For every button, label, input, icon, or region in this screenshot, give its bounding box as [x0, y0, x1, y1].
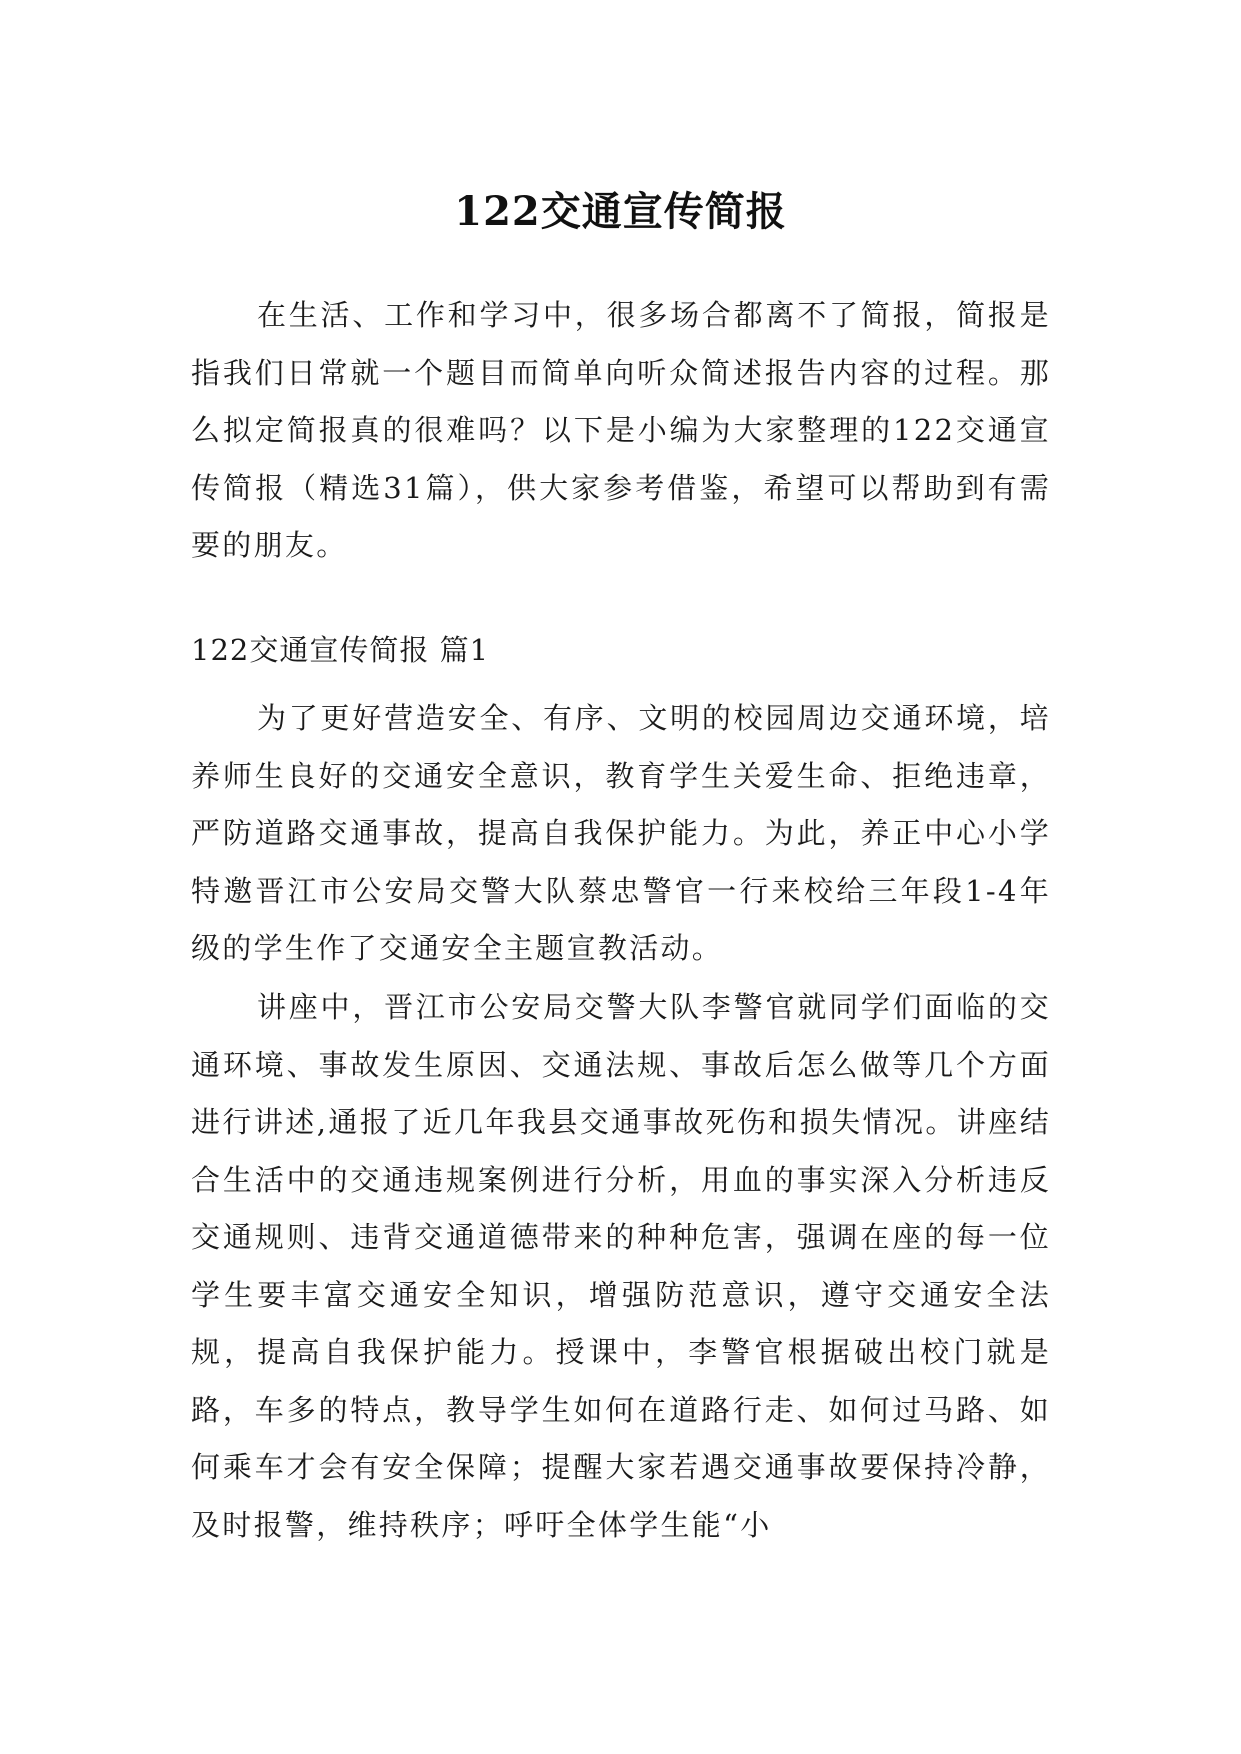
body-paragraph-1: 为了更好营造安全、有序、文明的校园周边交通环境，培养师生良好的交通安全意识，教育学生关爱生命、拒绝违章，严防道路交通事故，提高自我保护能力。为此，养正中心小学特邀晋江市公安局交警大队蔡忠警官一行来校给三年段1-4年级的学生作了交通安全主题宣教活动。 [191, 701, 1051, 965]
body-paragraph-2: 讲座中，晋江市公安局交警大队李警官就同学们面临的交通环境、事故发生原因、交通法规、事故后怎么做等几个方面进行讲述,通报了近几年我县交通事故死伤和损失情况。讲座结合生活中的交通违规案例进行分析，用血的事实深入分析违反交通规则、违背交通道德带来的种种危害，强调在座的每一位学生要丰富交通安全知识，增强防范意识，遵守交通安全法规，提高自我保护能力。授课中，李警官根据破出校门就是路，车多的特点，教导学生如何在道路行走、如何过马路、如何乘车才会有安全保障；提醒大家若遇交通事故要保持冷静，及时报警，维持秩序；呼吁全体学生能“小 [191, 990, 1051, 1542]
intro-paragraph: 在生活、工作和学习中，很多场合都离不了简报，简报是指我们日常就一个题目而简单向听众简述报告内容的过程。那么拟定简报真的很难吗？以下是小编为大家整理的122交通宣传简报（精选31篇），供大家参考借鉴，希望可以帮助到有需要的朋友。 [191, 298, 1051, 562]
document-title: 122交通宣传简报 [454, 187, 787, 235]
section-heading: 122交通宣传简报 篇1 [191, 633, 490, 667]
